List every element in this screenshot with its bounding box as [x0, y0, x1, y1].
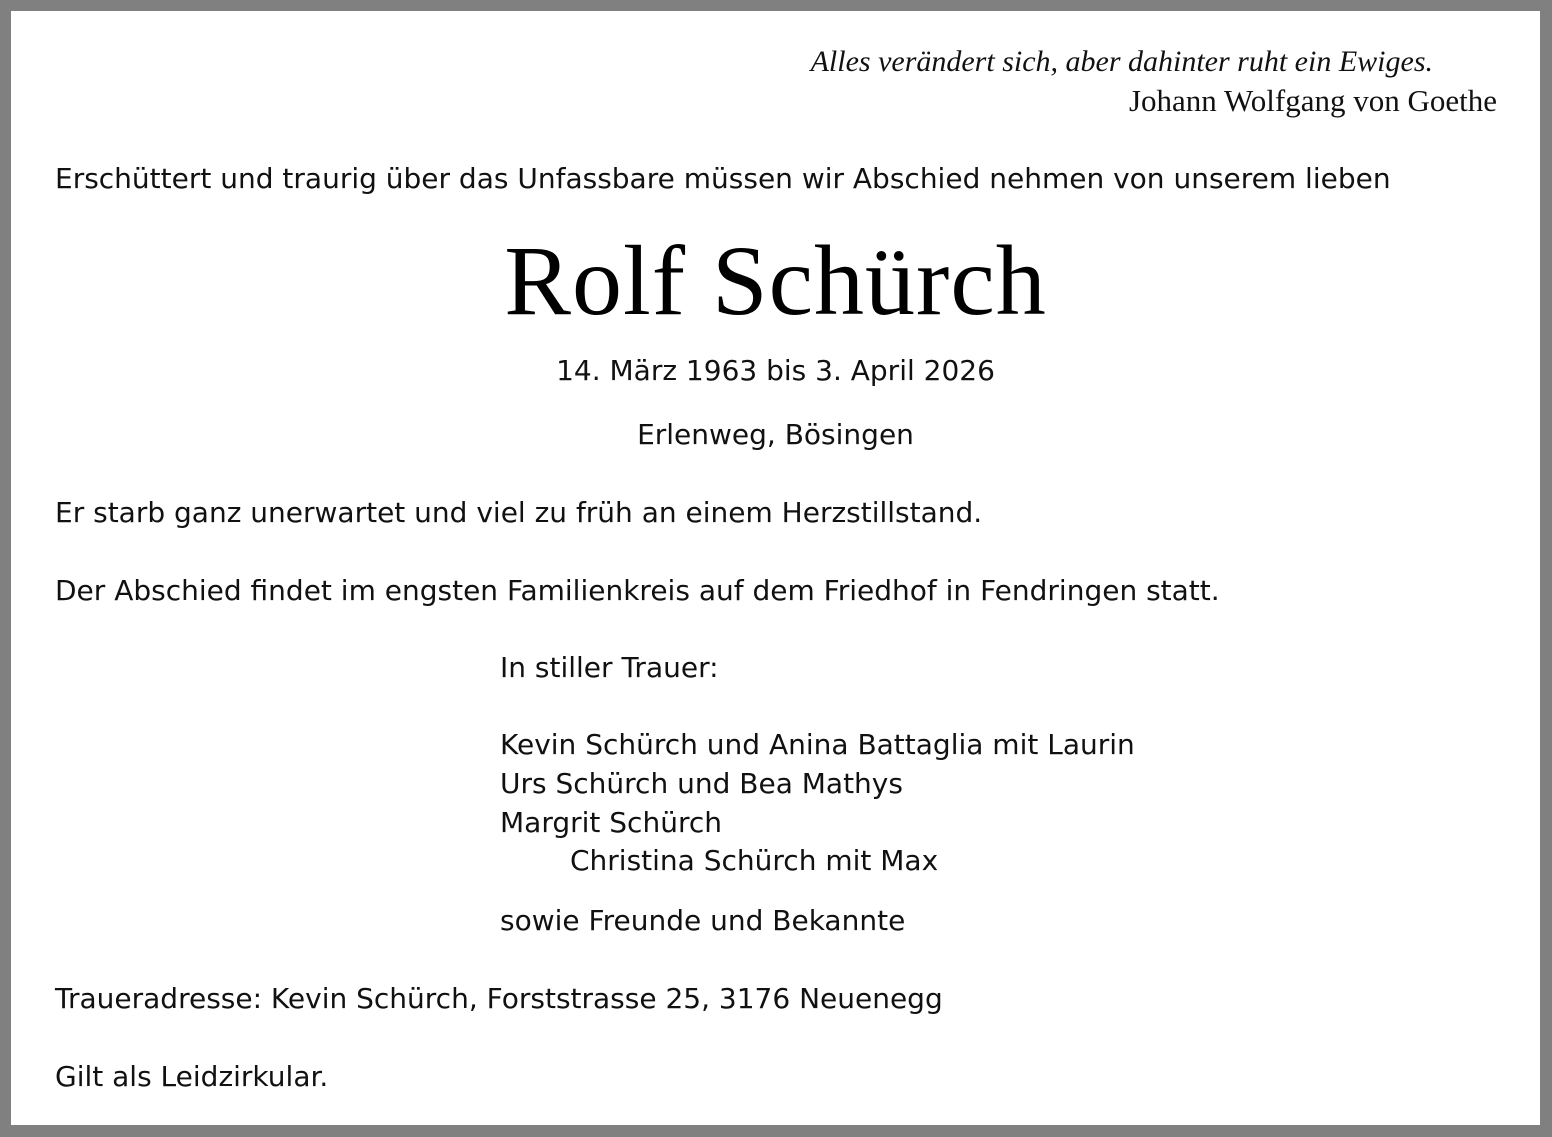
mourner-name: Kevin Schürch und Anina Battaglia mit Laurin	[500, 728, 1135, 761]
residence: Erlenweg, Bösingen	[637, 418, 914, 451]
intro-text: Erschüttert und traurig über das Unfassbare müssen wir Abschied nehmen von unserem lieben	[55, 162, 1391, 195]
quote-text: Alles verändert sich, aber dahinter ruht ein Ewiges.	[810, 45, 1433, 78]
obituary-page	[11, 11, 1540, 1125]
deceased-name: Rolf Schürch	[504, 225, 1047, 336]
life-dates: 14. März 1963 bis 3. April 2026	[556, 354, 995, 387]
mourner-name: Christina Schürch mit Max	[570, 844, 939, 877]
mourner-name: Margrit Schürch	[500, 806, 722, 839]
mourning-address: Traueradresse: Kevin Schürch, Forststrasse 25, 3176 Neuenegg	[55, 982, 943, 1015]
quote-author: Johann Wolfgang von Goethe	[1128, 83, 1497, 118]
farewell-text: Der Abschied findet im engsten Familienkreis auf dem Friedhof in Fendringen statt.	[55, 574, 1220, 607]
circular-note: Gilt als Leidzirkular.	[55, 1060, 329, 1093]
friends-and-acquaintances: sowie Freunde und Bekannte	[500, 904, 906, 937]
mourner-name: Urs Schürch und Bea Mathys	[500, 767, 903, 800]
mourners-heading: In stiller Trauer:	[500, 651, 719, 684]
cause-of-death-text: Er starb ganz unerwartet und viel zu früh an einem Herzstillstand.	[55, 496, 983, 529]
